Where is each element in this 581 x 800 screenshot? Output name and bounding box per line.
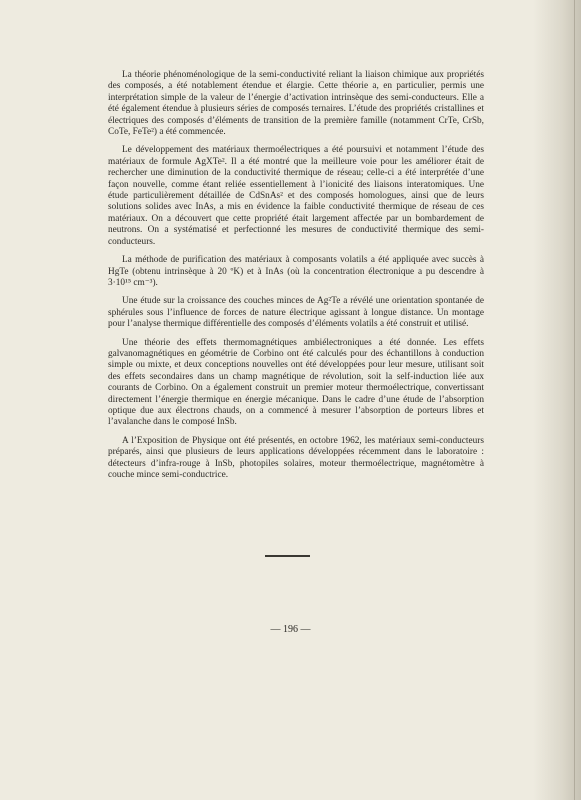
paragraph-exposition: A l’Exposition de Physique ont été présentés, en octobre 1962, les matériaux semi-conducteurs préparés, ainsi que plusieurs de leurs applications développées récemment dans le laboratoire : détecteurs d’infra-rouge à InSb, photopiles solaires, moteur thermoélectrique, magnétomètre à couche mince semi-conductrice. [108,435,484,480]
page-edge [574,0,575,800]
paragraph-thin-films: Une étude sur la croissance des couches minces de Ag²Te a révélé une orientation spontanée de sphérules sous l’influence de forces de nature électrique agissant à longue distance. Un montage pour l’analyse thermique différentielle des composés d’éléments volatils a été construit et utilisé. [108,296,484,330]
paragraph-purification: La méthode de purification des matériaux à composants volatils a été appliquée avec succès à HgTe (obtenu intrinsèque à 20 ºK) et à InAs (où la concentration électronique a pu descendre à 3·10¹⁵ cm⁻³). [108,255,484,288]
paragraph-theory: La théorie phénoménologique de la semi-conductivité reliant la liaison chimique aux propriétés des composés, a été notablement étendue et élargie. Cette théorie a, en particulier, permis une interprétation simple de la valeur de l’énergie d’activation intrinsèque des semi-conducteurs. Elle a été également étendue à plusieurs séries de composés ternaires. L’étude des propriétés cristallines et électriques des composés d’éléments de transition de la première famille (notamment CrTe, CrSb, CoTe, FeTe²) a été commencée. [108,70,484,138]
body-text [108,70,484,488]
paragraph-thermoelectric: Le développement des matériaux thermoélectriques a été poursuivi et notamment l’étude des matériaux de formule AgXTe². Il a été montré que la meilleure voie pour les améliorer était de rechercher une diminution de la conductivité thermique de réseau; celle-ci a été interprétée d’une façon nouvelle, comme étant reliée essentiellement à l’ionicité des liaisons interatomiques. Une étude particulièrement détaillée de CdSnAs² et des composés homologues, ainsi que de leurs solutions solides avec InAs, a mis en évidence la faible conductivité thermique de réseau de ces matériaux. On a découvert que cette propriété était largement affectée par un bombardement de neutrons. On a systématisé et perfectionné les mesures de conductivité thermique des semi-conducteurs. [108,145,484,247]
section-rule [265,555,310,557]
page-number: — 196 — [270,624,311,635]
paragraph-thermomagnetic: Une théorie des effets thermomagnétiques ambiélectroniques a été donnée. Les effets galvanomagnétiques en géométrie de Corbino ont été calculés pour des échantillons à conduction simple ou mixte, et deux conceptions nouvelles ont été développées pour leur mesure, utilisant soit des effets secondaires dans un champ magnétique de révolution, soit la self-induction liée aux courants de Corbino. On a également construit un premier moteur thermoélectrique, convertissant directement l’énergie thermique en énergie mécanique. Dans le cadre d’une étude de l’absorption optique due aux électrons chauds, on a commencé à mesurer l’absorption de porteurs libres et l’avalanche dans le composé InSb. [108,337,484,428]
